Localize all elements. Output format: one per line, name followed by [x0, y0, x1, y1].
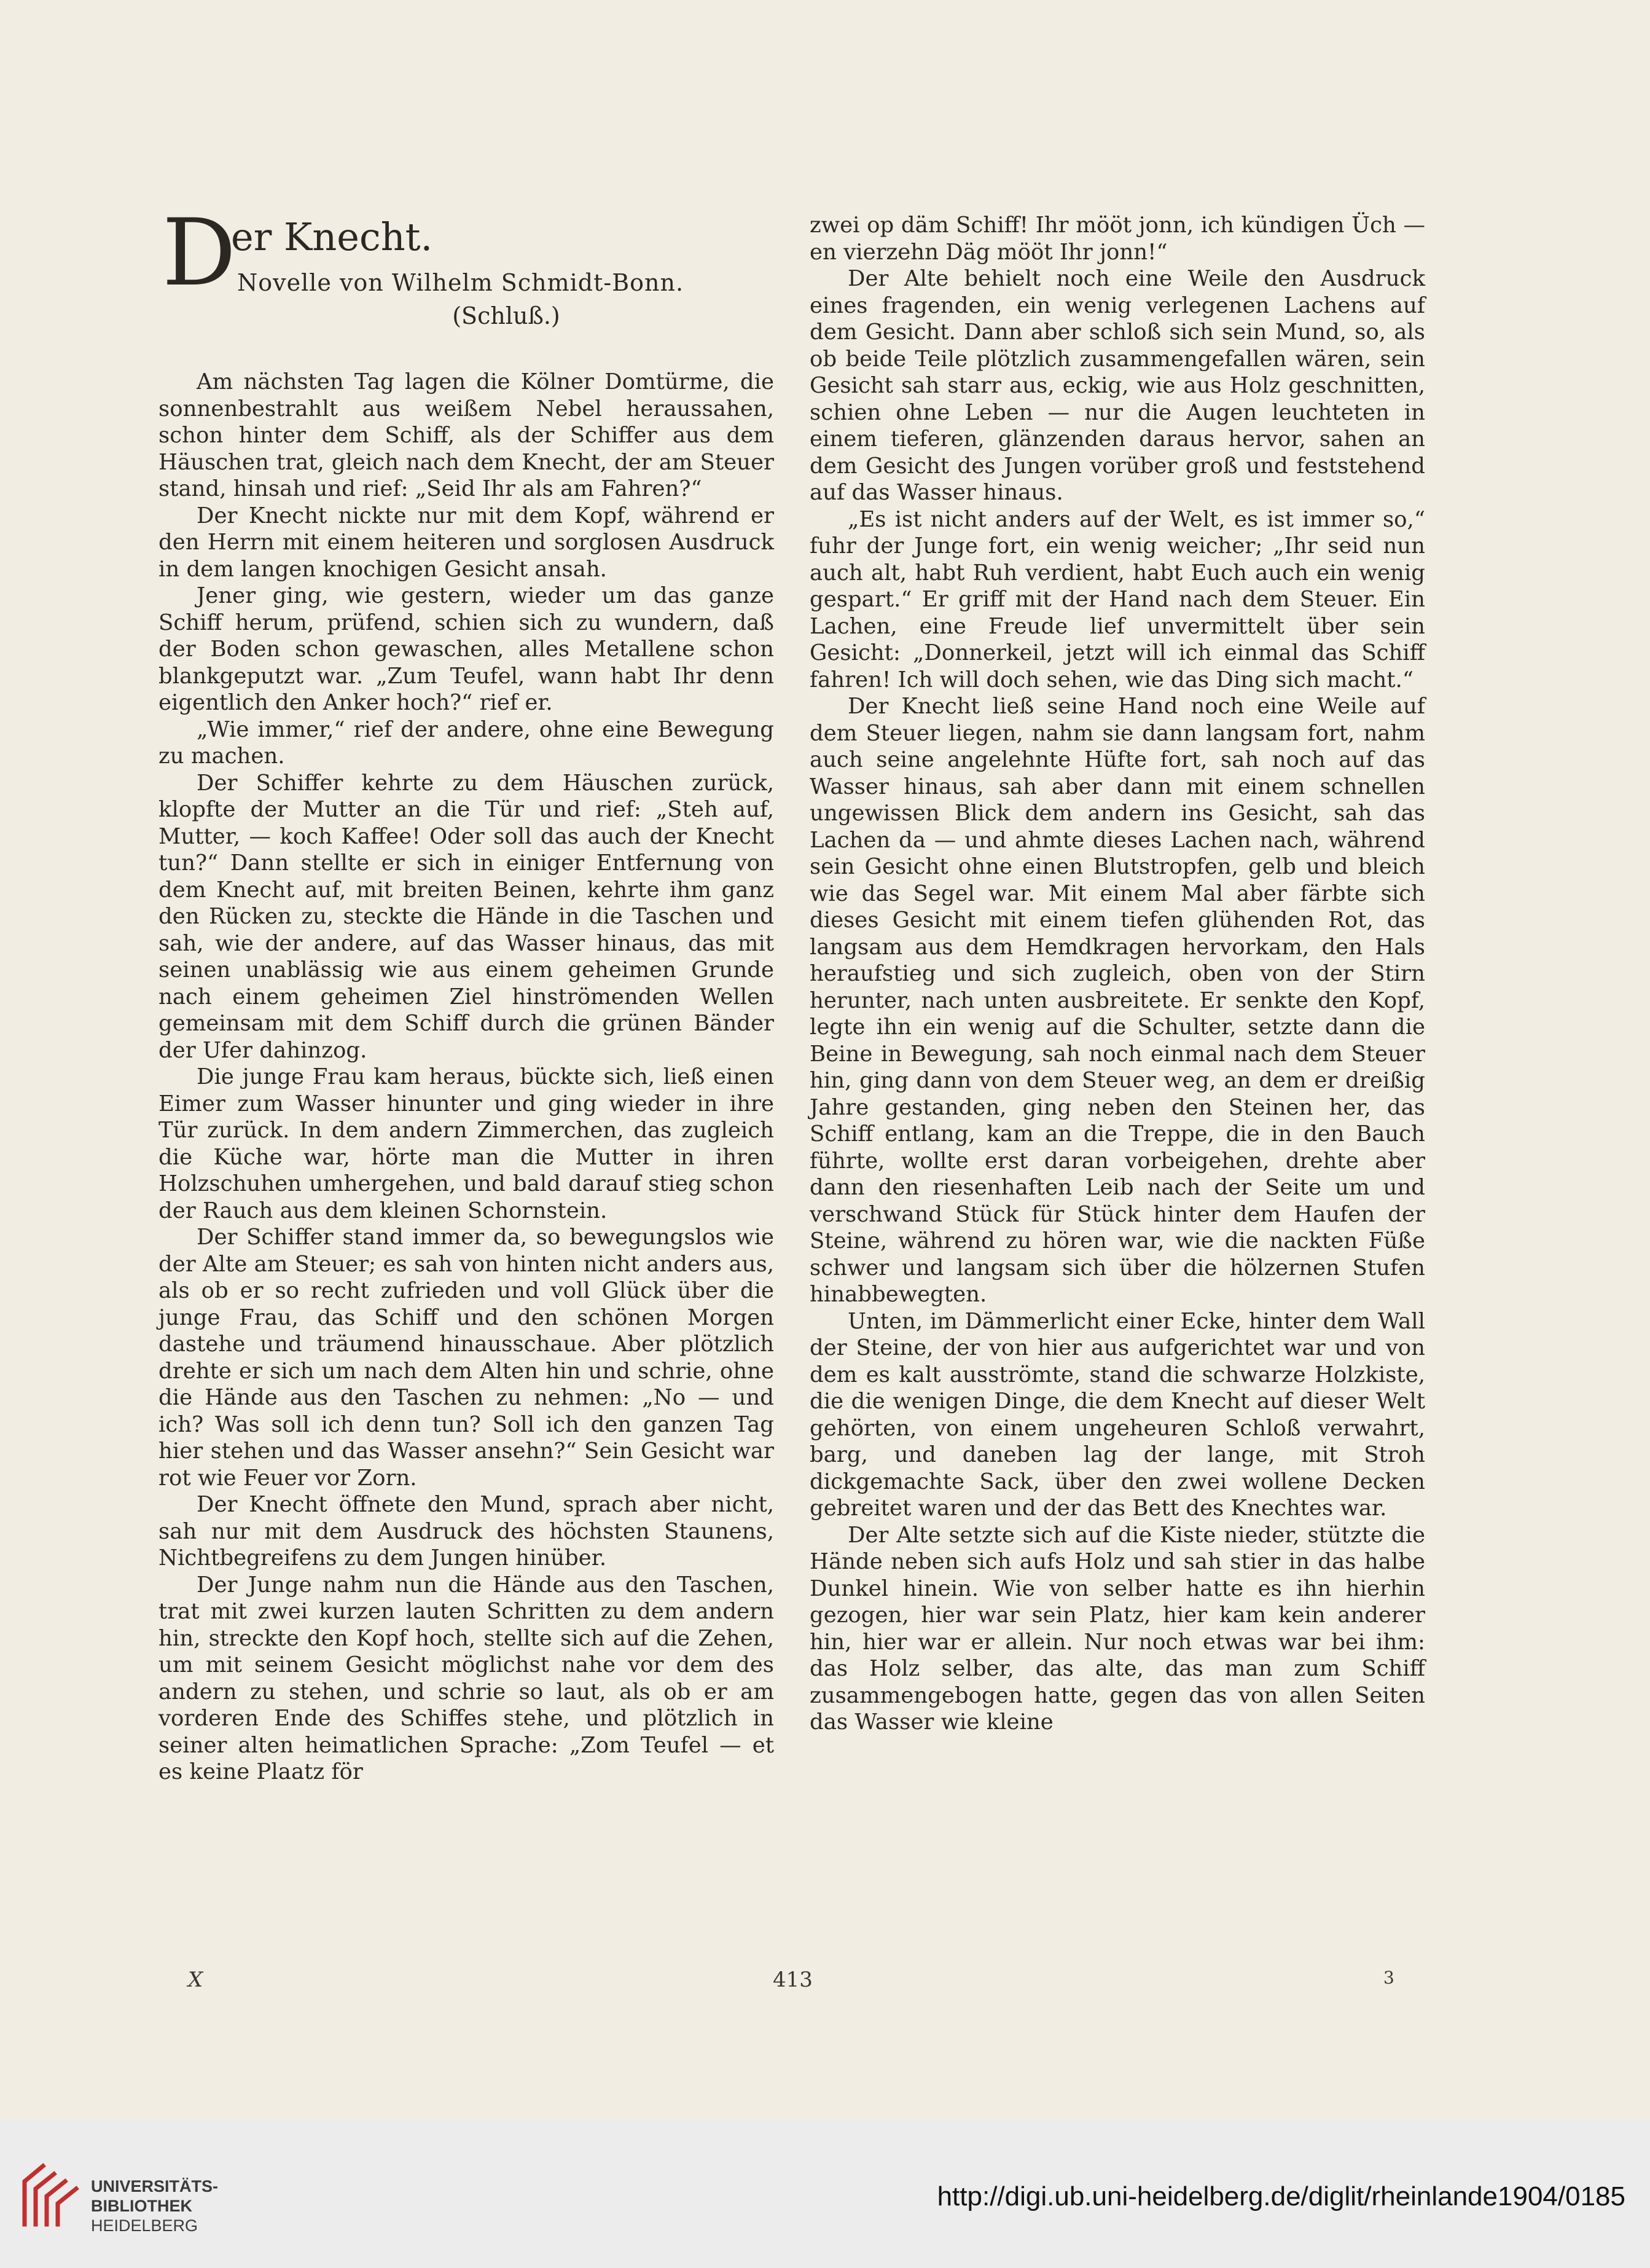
paragraph: „Wie immer,“ rief der andere, ohne eine Bewegung zu machen. [158, 716, 774, 769]
right-column [810, 212, 1425, 1736]
library-logo-icon[interactable] [18, 2163, 84, 2231]
paragraph: Der Knecht nickte nur mit dem Kopf, während er den Herrn mit einem heiteren und sorglosen Ausdruck in dem langen knochigen Gesicht ansah. [158, 503, 774, 582]
article-title: er Knecht. [231, 214, 433, 259]
paragraph: Der Alte behielt noch eine Weile den Ausdruck eines fragenden, ein wenig verlegenen Lachens auf dem Gesicht. Dann aber schloß sich sein Mund, so, als ob beide Teile plötzlich zusammengefallen wären, sein Gesicht sah starr aus, eckig, wie aus Holz geschnitten, schien ohne Leben — nur die Augen leuchteten in einem tieferen, glänzenden daraus hervor, sahen an dem Gesicht des Jungen vorüber groß und feststehend auf das Wasser hinaus. [810, 266, 1425, 505]
paragraph: Der Schiffer stand immer da, so bewegungslos wie der Alte am Steuer; es sah von hinten nicht anders aus, als ob er so recht zufrieden und voll Glück über die junge Frau, das Schiff und den schönen Morgen dastehe und träumend hinausschaue. Aber plötzlich drehte er sich um nach dem Alten hin und schrie, ohne die Hände aus den Taschen zu nehmen: „No — und ich? Was soll ich denn tun? Soll ich den ganzen Tag hier stehen und das Wasser ansehn?“ Sein Gesicht war rot wie Feuer vor Zorn. [158, 1225, 774, 1491]
footer-signature: X [188, 1968, 203, 1992]
paragraph: „Es ist nicht anders auf der Welt, es ist immer so,“ fuhr der Junge fort, ein wenig weicher; „Ihr seid nun auch alt, habt Ruh verdient, habt Euch auch ein wenig gespart.“ Er griff mit der Hand nach dem Steuer. Ein Lachen, eine Freude lief unvermittelt über sein Gesicht: „Donnerkeil, jetzt will ich einmal das Schiff fahren! Ich will doch sehen, wie das Ding sich macht.“ [810, 506, 1425, 693]
paragraph: Der Alte setzte sich auf die Kiste nieder, stützte die Hände neben sich aufs Holz und sah stier in das halbe Dunkel hinein. Wie von selber hatte es ihn hierhin gezogen, hier war sein Platz, hier kam kein anderer hin, hier war er allein. Nur noch etwas war bei ihm: das Holz selber, das alte, das man zum Schiff zusammengebogen hatte, gegen das von allen Seiten das Wasser wie kleine [810, 1522, 1425, 1735]
paragraph: Am nächsten Tag lagen die Kölner Domtürme, die sonnenbestrahlt aus weißem Nebel heraussahen, schon hinter dem Schiff, als der Schiffer aus dem Häuschen trat, gleich nach dem Knecht, der am Steuer stand, hinsah und rief: „Seid Ihr als am Fahren?“ [158, 369, 774, 501]
footer-sheet-number: 3 [1383, 1968, 1394, 1988]
paragraph: zwei op däm Schiff! Ihr mööt jonn, ich kündigen Üch — en vierzehn Däg mööt Ihr jonn!“ [810, 213, 1425, 265]
library-name-line: UNIVERSITÄTS- [91, 2177, 219, 2195]
article-byline: Novelle von Wilhelm Schmidt-Bonn. [237, 269, 684, 296]
viewer-footer-bar [0, 2120, 1650, 2268]
library-name[interactable] [91, 2176, 218, 2235]
paragraph: Der Knecht ließ seine Hand noch eine Weile auf dem Steuer liegen, nahm sie dann langsam fort, nahm auch seine angelehnte Hüfte fort, sah noch auf das Wasser hinaus, sah aber dann mit einem schnellen ungewissen Blick dem andern ins Gesicht, sah das Lachen da — und ahmte dieses Lachen nach, während sein Gesicht ohne einen Blutstropfen, gelb und bleich wie das Segel war. Mit einem Mal aber färbte sich dieses Gesicht mit einem tiefen glühenden Rot, das langsam aus dem Hemdkragen hervorkam, den Hals heraufstieg und sich zugleich, oben von der Stirn herunter, nach unten ausbreitete. Er senkte den Kopf, legte ihn ein wenig auf die Schulter, setzte dann die Beine in Bewegung, sah noch einmal nach dem Steuer hin, ging dann von dem Steuer weg, an dem er dreißig Jahre gestanden, ging neben den Steinen her, das Schiff entlang, kam an die Treppe, die in den Bauch führte, wollte erst daran vorbeigehen, drehte aber dann den riesenhaften Leib nach der Seite um und verschwand Stück für Stück hinter dem Haufen der Steine, während zu hören war, wie die nackten Füße schwer und langsam sich über die hölzernen Stufen hinabbewegten. [810, 694, 1425, 1307]
left-column [158, 200, 774, 1786]
paragraph: Der Knecht öffnete den Mund, sprach aber nicht, sah nur mit dem Ausdruck des höchsten Staunens, Nichtbegreifens zu dem Jungen hinüber. [158, 1492, 774, 1571]
page-number: 413 [773, 1968, 813, 1992]
paragraph: Der Schiffer kehrte zu dem Häuschen zurück, klopfte der Mutter an die Tür und rief: „Steh auf, Mutter, — koch Kaffee! Oder soll das auch der Knecht tun?“ Dann stellte er sich in einiger Entfernung von dem Knecht auf, mit breiten Beinen, kehrte ihm ganz den Rücken zu, steckte die Hände in die Taschen und sah, wie der andere, auf das Wasser hinaus, das mit seinen unablässig wie aus einem geheimen Grunde nach einem geheimen Ziel hinströmenden Wellen gemeinsam mit dem Schiff durch die grünen Bänder der Ufer dahinzog. [158, 770, 774, 1063]
paragraph: Jener ging, wie gestern, wieder um das ganze Schiff herum, prüfend, schien sich zu wundern, daß der Boden schon gewaschen, alles Metallene schon blankgeputzt war. „Zum Teufel, wann habt Ihr denn eigentlich den Anker hoch?“ rief er. [158, 583, 774, 715]
library-name-line: BIBLIOTHEK [91, 2197, 192, 2215]
paragraph: Der Junge nahm nun die Hände aus den Taschen, trat mit zwei kurzen lauten Schritten zu dem andern hin, streckte den Kopf hoch, stellte sich auf die Zehen, um mit seinem Gesicht möglichst nahe vor dem des andern zu stehen, und schrie so laut, als ob er am vorderen Ende des Schiffes stehe, und plötzlich in seiner alten heimatlichen Sprache: „Zom Teufel — et es keine Plaatz för [158, 1572, 774, 1784]
library-name-line: HEIDELBERG [91, 2216, 198, 2235]
continuation-note: (Schluß.) [452, 302, 560, 329]
dropcap: D [162, 200, 237, 307]
source-url-link[interactable]: http://digi.ub.uni-heidelberg.de/diglit/rheinlande1904/0185 [937, 2181, 1625, 2211]
article-heading [158, 200, 774, 363]
paragraph: Die junge Frau kam heraus, bückte sich, ließ einen Eimer zum Wasser hinunter und ging wieder in ihre Tür zurück. In dem andern Zimmerchen, das zugleich die Küche war, hörte man die Mutter in ihren Holzschuhen umhergehen, und bald darauf stieg schon der Rauch aus dem kleinen Schornstein. [158, 1064, 774, 1223]
paragraph: Unten, im Dämmerlicht einer Ecke, hinter dem Wall der Steine, der von hier aus aufgerichtet war und von dem es kalt ausströmte, stand die schwarze Holzkiste, die die wenigen Dinge, die dem Knecht auf dieser Welt gehörten, von einem ungeheuren Schloß verwahrt, barg, und daneben lag der lange, mit Stroh dickgemachte Sack, über den zwei wollene Decken gebreitet waren und der das Bett des Knechtes war. [810, 1308, 1425, 1521]
